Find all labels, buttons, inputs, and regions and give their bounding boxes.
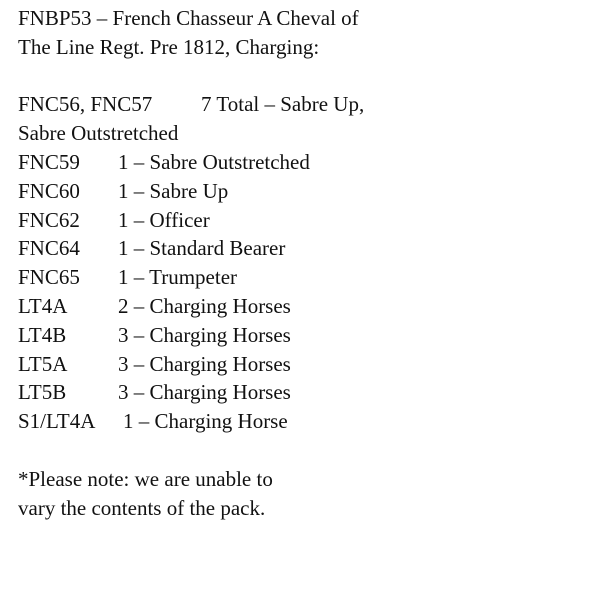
item-description: 3 – Charging Horses xyxy=(118,351,291,376)
pack-title-line-2: The Line Regt. Pre 1812, Charging: xyxy=(18,34,320,59)
list-item-first-continued: Sabre Outstretched xyxy=(18,121,179,146)
note-line-2: vary the contents of the pack. xyxy=(18,495,266,520)
list-item xyxy=(18,292,593,321)
item-description: 3 – Charging Horses xyxy=(118,380,291,405)
pack-contents-document xyxy=(18,4,593,522)
list-item xyxy=(18,263,593,292)
item-code: FNC62 xyxy=(18,207,80,232)
item-code: S1/LT4A xyxy=(18,409,96,434)
list-item-first xyxy=(18,90,593,119)
item-code: LT4B xyxy=(18,322,67,347)
item-description: 1 – Trumpeter xyxy=(118,265,238,290)
list-item xyxy=(18,321,593,350)
item-description: 1 – Officer xyxy=(118,207,210,232)
item-code: FNC65 xyxy=(18,265,80,290)
list-item xyxy=(18,206,593,235)
list-item xyxy=(18,378,593,407)
item-code: FNC60 xyxy=(18,178,80,203)
item-description: 1 – Sabre Outstretched xyxy=(118,149,310,174)
item-description: 2 – Charging Horses xyxy=(118,293,291,318)
item-description: 7 Total – Sabre Up, xyxy=(201,92,365,117)
list-item xyxy=(18,350,593,379)
item-code: LT5A xyxy=(18,351,68,376)
note-line-1: *Please note: we are unable to xyxy=(18,466,273,491)
list-item xyxy=(18,177,593,206)
item-description: 1 – Standard Bearer xyxy=(118,236,286,261)
item-code: LT4A xyxy=(18,293,68,318)
item-code: FNC64 xyxy=(18,236,80,261)
item-code: LT5B xyxy=(18,380,67,405)
list-item xyxy=(18,234,593,263)
pack-title-line-1: FNBP53 – French Chasseur A Cheval of xyxy=(18,6,359,30)
list-item xyxy=(18,407,593,436)
item-description: 3 – Charging Horses xyxy=(118,322,291,347)
item-description: 1 – Charging Horse xyxy=(123,409,288,434)
list-item xyxy=(18,148,593,177)
item-description: 1 – Sabre Up xyxy=(118,178,229,203)
item-code: FNC59 xyxy=(18,149,80,174)
spacer xyxy=(18,62,593,91)
item-code: FNC56, FNC57 xyxy=(18,92,153,117)
spacer xyxy=(18,436,593,465)
